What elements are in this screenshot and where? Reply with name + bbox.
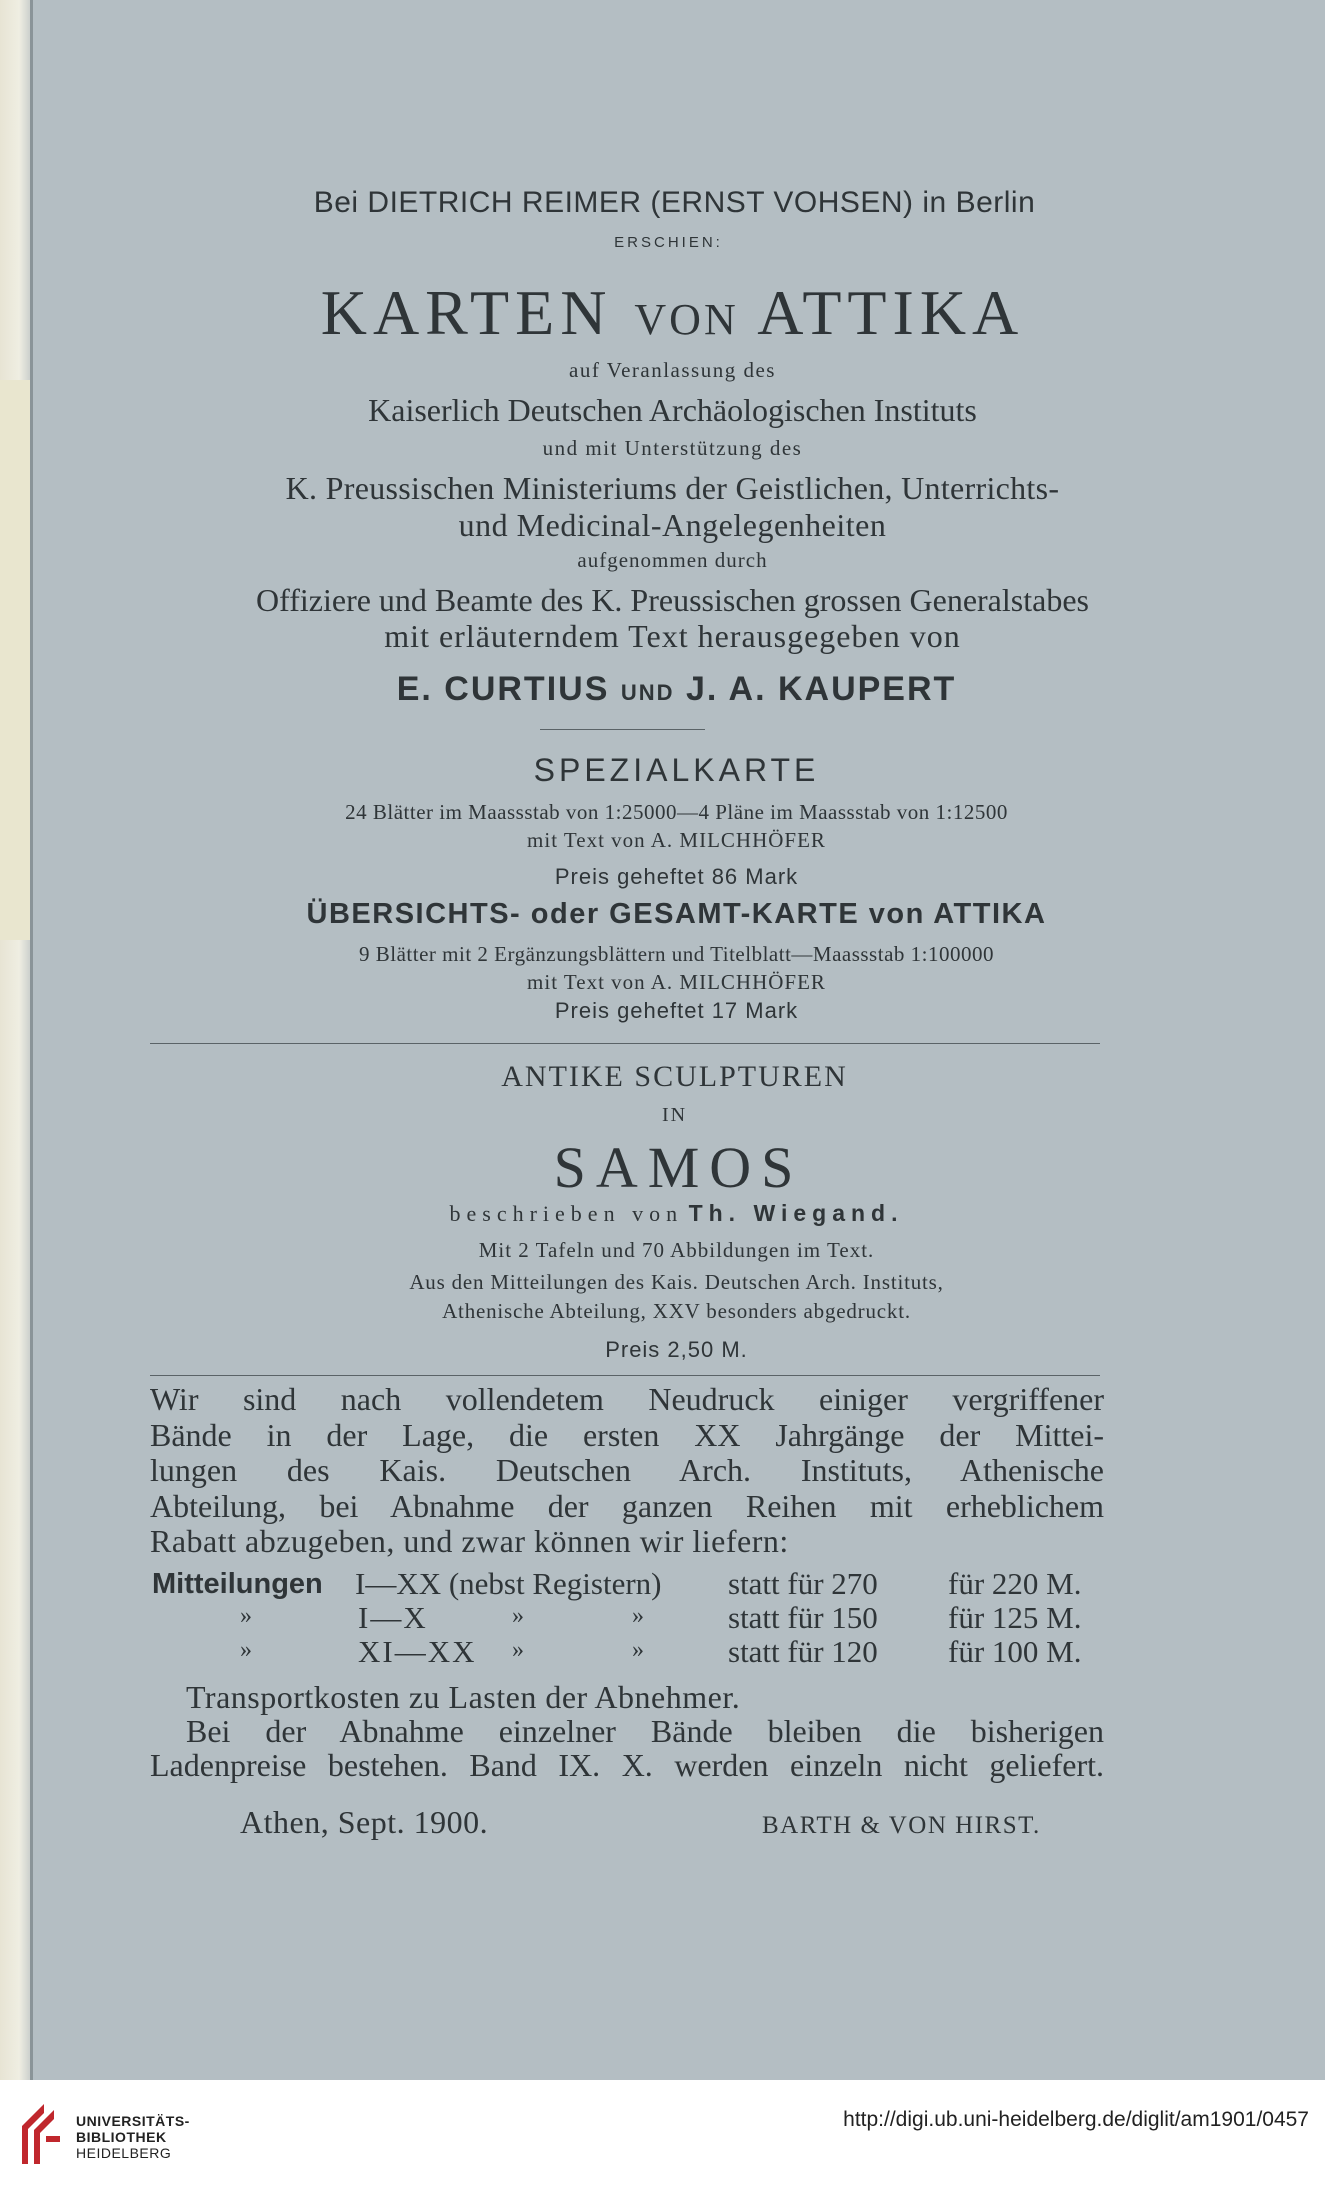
- main-title-karten: KARTEN: [320, 277, 613, 348]
- row-3-range: XI—XX: [358, 1634, 477, 1669]
- notice-line-1: Wir sind nach vollendetem Neudruck einiger vergriffener: [150, 1381, 1104, 1417]
- signature-firm: BARTH & VON HIRST.: [762, 1812, 1041, 1839]
- section-divider-1: [150, 1043, 1100, 1044]
- samos-title-2: IN: [661, 1104, 688, 1126]
- spezial-line-2: mit Text von A. MILCHHÖFER: [527, 828, 826, 852]
- short-divider: [540, 729, 705, 730]
- authors: [0, 670, 1325, 709]
- uebersicht-line-1: 9 Blätter mit 2 Ergänzungsblättern und Titelblatt—Maassstab 1:100000: [359, 942, 994, 966]
- source-url-link[interactable]: http://digi.ub.uni-heidelberg.de/diglit/am1901/0457: [843, 2108, 1309, 2131]
- row-3-ditto-3: »: [632, 1637, 644, 1663]
- row-2-ditto-2: »: [512, 1603, 524, 1629]
- text-line-8: mit erläuterndem Text herausgegeben von: [384, 618, 961, 654]
- signature-place-date: Athen, Sept. 1900.: [240, 1804, 489, 1840]
- row-2-ditto-3: »: [632, 1603, 644, 1629]
- main-title-attika: ATTIKA: [757, 277, 1025, 348]
- authors-und: UND: [620, 680, 675, 705]
- footer-bar: [0, 2080, 1325, 2186]
- row-1-old-price: statt für 270: [728, 1566, 878, 1601]
- uebersicht-title: ÜBERSICHTS- oder GESAMT-KARTE von ATTIKA: [306, 898, 1047, 930]
- text-line-3: und mit Unterstützung des: [542, 436, 803, 460]
- row-3-old-price: statt für 120: [728, 1634, 878, 1669]
- uebersicht-line-2: mit Text von A. MILCHHÖFER: [527, 970, 826, 994]
- text-line-5: und Medicinal-Angelegenheiten: [458, 507, 887, 543]
- samos-line-1: Mit 2 Tafeln und 70 Abbildungen im Text.: [478, 1238, 875, 1262]
- library-logo-text: [76, 2113, 190, 2161]
- notice-line-5: Rabatt abzugeben, und zwar können wir liefern:: [150, 1523, 789, 1559]
- notice-line-4: Abteilung, bei Abnahme der ganzen Reihen mit erheblichem: [150, 1488, 1104, 1524]
- section-divider-2: [150, 1375, 1100, 1376]
- text-line-4: K. Preussischen Ministeriums der Geistlichen, Unterrichts-: [285, 470, 1060, 506]
- row-1-new-price: für 220 M.: [948, 1566, 1082, 1601]
- text-line-6: aufgenommen durch: [577, 548, 768, 572]
- publisher-line: Bei DIETRICH REIMER (ERNST VOHSEN) in Berlin: [313, 186, 1036, 219]
- uebersicht-price: Preis geheftet 17 Mark: [554, 998, 799, 1023]
- samos-title-1: ANTIKE SCULPTUREN: [501, 1060, 848, 1093]
- samos-price: Preis 2,50 M.: [605, 1337, 748, 1362]
- samos-line-2: Aus den Mitteilungen des Kais. Deutschen Arch. Instituts,: [409, 1270, 944, 1294]
- library-logo-icon: [14, 2100, 64, 2168]
- spezial-title: SPEZIALKARTE: [533, 752, 820, 788]
- author-curtius: E. CURTIUS: [396, 670, 610, 708]
- row-2-range: I—X: [358, 1600, 428, 1635]
- main-title: [0, 276, 1325, 350]
- samos-by-prefix: beschrieben von: [449, 1201, 684, 1226]
- page-edge-paper: [0, 380, 30, 940]
- row-2-ditto: »: [240, 1603, 252, 1629]
- samos-line-3: Athenische Abteilung, XXV besonders abgedruckt.: [442, 1299, 911, 1323]
- text-line-2: Kaiserlich Deutschen Archäologischen Instituts: [368, 392, 977, 428]
- samos-title-3: SAMOS: [553, 1135, 804, 1200]
- main-title-von: VON: [634, 295, 739, 344]
- notice-line-2: Bände in der Lage, die ersten XX Jahrgänge der Mittei-: [150, 1417, 1104, 1453]
- author-kaupert: J. A. KAUPERT: [685, 670, 957, 708]
- row-2-old-price: statt für 150: [728, 1600, 878, 1635]
- logo-line-3: HEIDELBERG: [76, 2145, 172, 2161]
- row-1-label: Mitteilungen: [152, 1568, 323, 1600]
- closing-line-3: Ladenpreise bestehen. Band IX. X. werden einzeln nicht geliefert.: [150, 1747, 1104, 1783]
- spezial-line-1: 24 Blätter im Maassstab von 1:25000—4 Pläne im Maassstab von 1:12500: [345, 800, 1008, 824]
- erschien-label: ERSCHIEN:: [614, 234, 723, 251]
- text-line-1: auf Veranlassung des: [569, 358, 776, 382]
- samos-author-line: [0, 1200, 1325, 1227]
- row-1-range: I—XX (nebst Registern): [355, 1566, 662, 1601]
- row-3-new-price: für 100 M.: [948, 1634, 1082, 1669]
- closing-line-2: Bei der Abnahme einzelner Bände bleiben die bisherigen: [186, 1713, 1104, 1749]
- samos-author-name: Th. Wiegand.: [688, 1200, 904, 1226]
- logo-line-2: BIBLIOTHEK: [76, 2129, 167, 2145]
- row-3-ditto: »: [240, 1637, 252, 1663]
- logo-line-1: UNIVERSITÄTS-: [76, 2113, 190, 2129]
- text-line-7: Offiziere und Beamte des K. Preussischen grossen Generalstabes: [256, 582, 1089, 618]
- row-2-new-price: für 125 M.: [948, 1600, 1082, 1635]
- closing-line-1: Transportkosten zu Lasten der Abnehmer.: [186, 1679, 741, 1715]
- row-3-ditto-2: »: [512, 1637, 524, 1663]
- notice-line-3: lungen des Kais. Deutschen Arch. Instituts, Athenische: [150, 1452, 1104, 1488]
- spezial-price: Preis geheftet 86 Mark: [554, 864, 799, 889]
